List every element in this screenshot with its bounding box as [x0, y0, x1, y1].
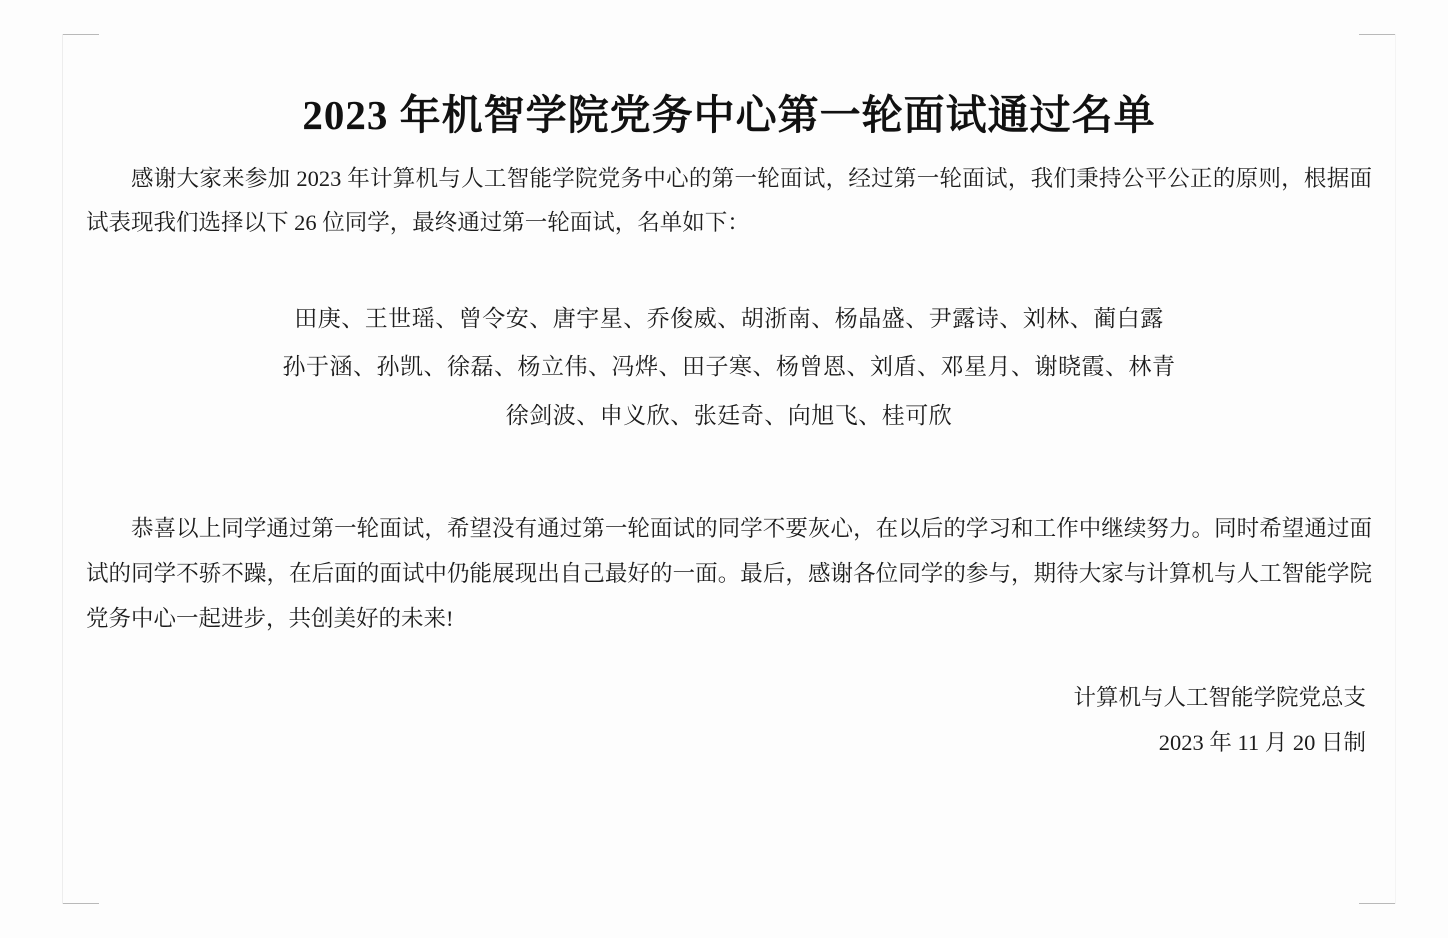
signature-block	[86, 675, 1372, 765]
signature-date: 2023 年 11 月 20 日制	[1158, 729, 1366, 755]
intro-section	[86, 157, 1372, 245]
intro-paragraph: 感谢大家来参加 2023 年计算机与人工智能学院党务中心的第一轮面试，经过第一轮面试，我们秉持公平公正的原则，根据面试表现我们选择以下 26 位同学，最终通过第一轮面试，名单如下：	[86, 166, 1372, 236]
document-body	[62, 34, 1396, 904]
closing-section	[86, 506, 1372, 641]
names-line: 徐剑波、申义欣、张廷奇、向旭飞、桂可欣	[505, 402, 953, 428]
names-line: 田庚、王世瑶、曾令安、唐宇星、乔俊威、胡浙南、杨晶盛、尹露诗、刘林、蔺白露	[294, 306, 1164, 331]
closing-paragraph: 恭喜以上同学通过第一轮面试，希望没有通过第一轮面试的同学不要灰心，在以后的学习和工作中继续努力。同时希望通过面试的同学不骄不躁，在后面的面试中仍能展现出自己最好的一面。最后，感谢各位同学的参与，期待大家与计算机与人工智能学院党务中心一起进步，共创美好的未来!	[86, 515, 1372, 631]
page-title: 2023 年机智学院党务中心第一轮面试通过名单	[302, 92, 1156, 138]
signature-organization: 计算机与人工智能学院党总支	[1073, 684, 1366, 710]
passed-names-list	[86, 295, 1372, 440]
names-line: 孙于涵、孙凯、徐磊、杨立伟、冯烨、田子寒、杨曾恩、刘盾、邓星月、谢晓霞、林青	[282, 354, 1176, 380]
